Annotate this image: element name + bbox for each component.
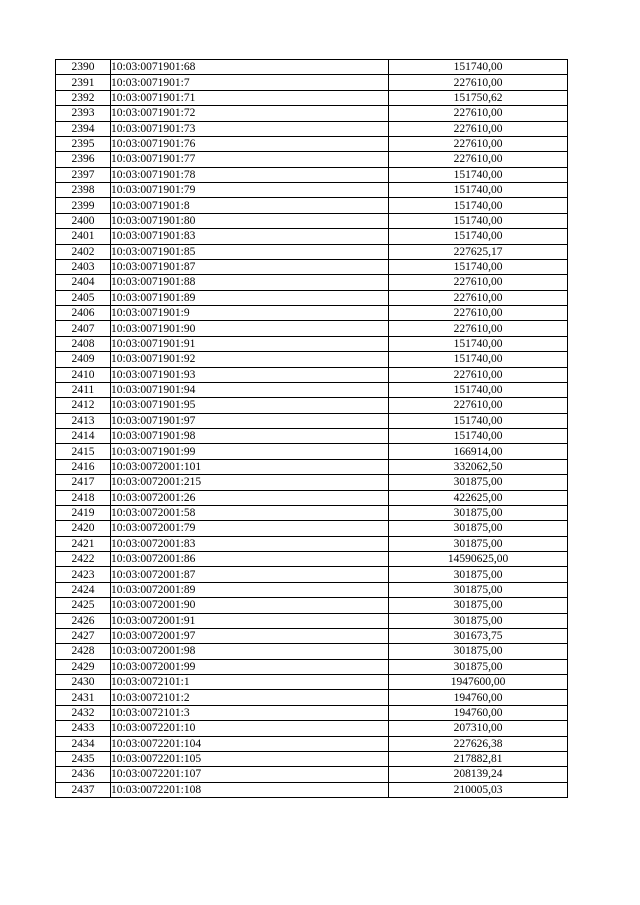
row-number-cell: 2398 xyxy=(56,183,111,198)
value-cell: 151740,00 xyxy=(389,382,568,397)
value-cell: 151740,00 xyxy=(389,336,568,351)
cadastral-number-cell: 10:03:0072001:91 xyxy=(111,613,389,628)
row-number-cell: 2404 xyxy=(56,275,111,290)
row-number-cell: 2414 xyxy=(56,429,111,444)
row-number-cell: 2394 xyxy=(56,121,111,136)
table-row xyxy=(56,429,568,444)
row-number-cell: 2406 xyxy=(56,306,111,321)
table-row xyxy=(56,382,568,397)
value-cell: 1947600,00 xyxy=(389,675,568,690)
table-row xyxy=(56,90,568,105)
cadastral-number-cell: 10:03:0071901:93 xyxy=(111,367,389,382)
value-cell: 227610,00 xyxy=(389,290,568,305)
row-number-cell: 2411 xyxy=(56,382,111,397)
table-row xyxy=(56,721,568,736)
cadastral-number-cell: 10:03:0071901:77 xyxy=(111,152,389,167)
cadastral-number-cell: 10:03:0071901:73 xyxy=(111,121,389,136)
table-row xyxy=(56,244,568,259)
value-cell: 194760,00 xyxy=(389,690,568,705)
value-cell: 227610,00 xyxy=(389,275,568,290)
value-cell: 301875,00 xyxy=(389,659,568,674)
table-row xyxy=(56,413,568,428)
cadastral-number-cell: 10:03:0071901:72 xyxy=(111,106,389,121)
table-row xyxy=(56,152,568,167)
cadastral-number-cell: 10:03:0072001:99 xyxy=(111,659,389,674)
cadastral-number-cell: 10:03:0072001:101 xyxy=(111,459,389,474)
row-number-cell: 2392 xyxy=(56,90,111,105)
value-cell: 227610,00 xyxy=(389,367,568,382)
data-table xyxy=(55,59,568,798)
cadastral-number-cell: 10:03:0071901:71 xyxy=(111,90,389,105)
cadastral-number-cell: 10:03:0071901:7 xyxy=(111,75,389,90)
value-cell: 151740,00 xyxy=(389,198,568,213)
cadastral-number-cell: 10:03:0072001:98 xyxy=(111,644,389,659)
row-number-cell: 2399 xyxy=(56,198,111,213)
value-cell: 301875,00 xyxy=(389,536,568,551)
value-cell: 227610,00 xyxy=(389,121,568,136)
table-row xyxy=(56,582,568,597)
cadastral-number-cell: 10:03:0071901:98 xyxy=(111,429,389,444)
value-cell: 14590625,00 xyxy=(389,552,568,567)
row-number-cell: 2424 xyxy=(56,582,111,597)
row-number-cell: 2390 xyxy=(56,60,111,75)
table-row xyxy=(56,659,568,674)
table-row xyxy=(56,536,568,551)
row-number-cell: 2419 xyxy=(56,505,111,520)
row-number-cell: 2422 xyxy=(56,552,111,567)
row-number-cell: 2437 xyxy=(56,782,111,797)
value-cell: 166914,00 xyxy=(389,444,568,459)
value-cell: 151740,00 xyxy=(389,213,568,228)
row-number-cell: 2432 xyxy=(56,705,111,720)
table-row xyxy=(56,183,568,198)
table-row xyxy=(56,598,568,613)
row-number-cell: 2431 xyxy=(56,690,111,705)
row-number-cell: 2397 xyxy=(56,167,111,182)
cadastral-number-cell: 10:03:0072001:26 xyxy=(111,490,389,505)
value-cell: 301673,75 xyxy=(389,628,568,643)
row-number-cell: 2436 xyxy=(56,767,111,782)
value-cell: 227610,00 xyxy=(389,398,568,413)
row-number-cell: 2435 xyxy=(56,751,111,766)
table-row xyxy=(56,136,568,151)
cadastral-number-cell: 10:03:0072001:58 xyxy=(111,505,389,520)
value-cell: 227626,38 xyxy=(389,736,568,751)
cadastral-number-cell: 10:03:0071901:89 xyxy=(111,290,389,305)
value-cell: 301875,00 xyxy=(389,644,568,659)
cadastral-number-cell: 10:03:0071901:99 xyxy=(111,444,389,459)
cadastral-number-cell: 10:03:0071901:90 xyxy=(111,321,389,336)
row-number-cell: 2409 xyxy=(56,352,111,367)
value-cell: 151740,00 xyxy=(389,183,568,198)
cadastral-number-cell: 10:03:0072201:104 xyxy=(111,736,389,751)
row-number-cell: 2412 xyxy=(56,398,111,413)
cadastral-number-cell: 10:03:0072001:86 xyxy=(111,552,389,567)
table-row xyxy=(56,613,568,628)
row-number-cell: 2426 xyxy=(56,613,111,628)
table-row xyxy=(56,690,568,705)
cadastral-number-cell: 10:03:0072001:79 xyxy=(111,521,389,536)
row-number-cell: 2391 xyxy=(56,75,111,90)
table-row xyxy=(56,60,568,75)
table-row xyxy=(56,121,568,136)
value-cell: 301875,00 xyxy=(389,505,568,520)
cadastral-number-cell: 10:03:0072201:107 xyxy=(111,767,389,782)
row-number-cell: 2402 xyxy=(56,244,111,259)
cadastral-number-cell: 10:03:0072101:2 xyxy=(111,690,389,705)
table-row xyxy=(56,352,568,367)
value-cell: 301875,00 xyxy=(389,613,568,628)
table-row xyxy=(56,444,568,459)
table-row xyxy=(56,552,568,567)
table-row xyxy=(56,167,568,182)
cadastral-number-cell: 10:03:0071901:80 xyxy=(111,213,389,228)
value-cell: 210005,03 xyxy=(389,782,568,797)
cadastral-number-cell: 10:03:0072001:89 xyxy=(111,582,389,597)
table-row xyxy=(56,398,568,413)
value-cell: 227610,00 xyxy=(389,321,568,336)
table-row xyxy=(56,782,568,797)
row-number-cell: 2401 xyxy=(56,229,111,244)
value-cell: 217882,81 xyxy=(389,751,568,766)
table-row xyxy=(56,644,568,659)
row-number-cell: 2408 xyxy=(56,336,111,351)
cadastral-number-cell: 10:03:0072201:105 xyxy=(111,751,389,766)
cadastral-number-cell: 10:03:0071901:8 xyxy=(111,198,389,213)
row-number-cell: 2400 xyxy=(56,213,111,228)
value-cell: 227610,00 xyxy=(389,136,568,151)
cadastral-number-cell: 10:03:0072001:83 xyxy=(111,536,389,551)
row-number-cell: 2421 xyxy=(56,536,111,551)
value-cell: 207310,00 xyxy=(389,721,568,736)
table-row xyxy=(56,628,568,643)
cadastral-number-cell: 10:03:0072201:108 xyxy=(111,782,389,797)
cadastral-number-cell: 10:03:0072201:10 xyxy=(111,721,389,736)
value-cell: 151740,00 xyxy=(389,167,568,182)
cadastral-number-cell: 10:03:0071901:92 xyxy=(111,352,389,367)
table-row xyxy=(56,198,568,213)
table-row xyxy=(56,321,568,336)
table-row xyxy=(56,736,568,751)
table-row xyxy=(56,336,568,351)
value-cell: 301875,00 xyxy=(389,521,568,536)
row-number-cell: 2423 xyxy=(56,567,111,582)
value-cell: 227610,00 xyxy=(389,306,568,321)
table-body xyxy=(56,60,568,798)
row-number-cell: 2418 xyxy=(56,490,111,505)
value-cell: 194760,00 xyxy=(389,705,568,720)
table-row xyxy=(56,567,568,582)
cadastral-number-cell: 10:03:0071901:9 xyxy=(111,306,389,321)
table-row xyxy=(56,106,568,121)
table-row xyxy=(56,275,568,290)
cadastral-number-cell: 10:03:0071901:94 xyxy=(111,382,389,397)
cadastral-number-cell: 10:03:0072101:3 xyxy=(111,705,389,720)
row-number-cell: 2396 xyxy=(56,152,111,167)
cadastral-number-cell: 10:03:0071901:97 xyxy=(111,413,389,428)
value-cell: 332062,50 xyxy=(389,459,568,474)
row-number-cell: 2420 xyxy=(56,521,111,536)
value-cell: 227610,00 xyxy=(389,75,568,90)
cadastral-number-cell: 10:03:0071901:83 xyxy=(111,229,389,244)
row-number-cell: 2433 xyxy=(56,721,111,736)
cadastral-number-cell: 10:03:0072001:215 xyxy=(111,475,389,490)
cadastral-number-cell: 10:03:0072001:87 xyxy=(111,567,389,582)
row-number-cell: 2429 xyxy=(56,659,111,674)
table-row xyxy=(56,475,568,490)
cadastral-number-cell: 10:03:0071901:68 xyxy=(111,60,389,75)
row-number-cell: 2410 xyxy=(56,367,111,382)
table-row xyxy=(56,367,568,382)
cadastral-number-cell: 10:03:0071901:88 xyxy=(111,275,389,290)
row-number-cell: 2405 xyxy=(56,290,111,305)
value-cell: 301875,00 xyxy=(389,567,568,582)
table-row xyxy=(56,505,568,520)
row-number-cell: 2425 xyxy=(56,598,111,613)
value-cell: 151740,00 xyxy=(389,429,568,444)
table-row xyxy=(56,767,568,782)
cadastral-number-cell: 10:03:0071901:87 xyxy=(111,259,389,274)
value-cell: 151740,00 xyxy=(389,60,568,75)
value-cell: 227625,17 xyxy=(389,244,568,259)
row-number-cell: 2407 xyxy=(56,321,111,336)
cadastral-number-cell: 10:03:0072001:90 xyxy=(111,598,389,613)
value-cell: 301875,00 xyxy=(389,475,568,490)
row-number-cell: 2434 xyxy=(56,736,111,751)
cadastral-number-cell: 10:03:0071901:78 xyxy=(111,167,389,182)
table-row xyxy=(56,290,568,305)
table-row xyxy=(56,521,568,536)
cadastral-number-cell: 10:03:0071901:76 xyxy=(111,136,389,151)
value-cell: 151740,00 xyxy=(389,413,568,428)
cadastral-number-cell: 10:03:0072101:1 xyxy=(111,675,389,690)
value-cell: 227610,00 xyxy=(389,152,568,167)
row-number-cell: 2403 xyxy=(56,259,111,274)
cadastral-number-cell: 10:03:0072001:97 xyxy=(111,628,389,643)
value-cell: 301875,00 xyxy=(389,598,568,613)
value-cell: 151740,00 xyxy=(389,259,568,274)
table-row xyxy=(56,459,568,474)
value-cell: 208139,24 xyxy=(389,767,568,782)
cadastral-number-cell: 10:03:0071901:95 xyxy=(111,398,389,413)
value-cell: 301875,00 xyxy=(389,582,568,597)
table-row xyxy=(56,705,568,720)
row-number-cell: 2430 xyxy=(56,675,111,690)
table-row xyxy=(56,751,568,766)
row-number-cell: 2416 xyxy=(56,459,111,474)
value-cell: 227610,00 xyxy=(389,106,568,121)
table-row xyxy=(56,229,568,244)
table-row xyxy=(56,306,568,321)
table-row xyxy=(56,75,568,90)
value-cell: 151750,62 xyxy=(389,90,568,105)
cadastral-number-cell: 10:03:0071901:79 xyxy=(111,183,389,198)
value-cell: 422625,00 xyxy=(389,490,568,505)
row-number-cell: 2427 xyxy=(56,628,111,643)
table-row xyxy=(56,259,568,274)
table-row xyxy=(56,213,568,228)
row-number-cell: 2395 xyxy=(56,136,111,151)
cadastral-number-cell: 10:03:0071901:85 xyxy=(111,244,389,259)
row-number-cell: 2417 xyxy=(56,475,111,490)
value-cell: 151740,00 xyxy=(389,229,568,244)
row-number-cell: 2413 xyxy=(56,413,111,428)
row-number-cell: 2393 xyxy=(56,106,111,121)
value-cell: 151740,00 xyxy=(389,352,568,367)
table-row xyxy=(56,675,568,690)
cadastral-number-cell: 10:03:0071901:91 xyxy=(111,336,389,351)
row-number-cell: 2415 xyxy=(56,444,111,459)
row-number-cell: 2428 xyxy=(56,644,111,659)
table-row xyxy=(56,490,568,505)
